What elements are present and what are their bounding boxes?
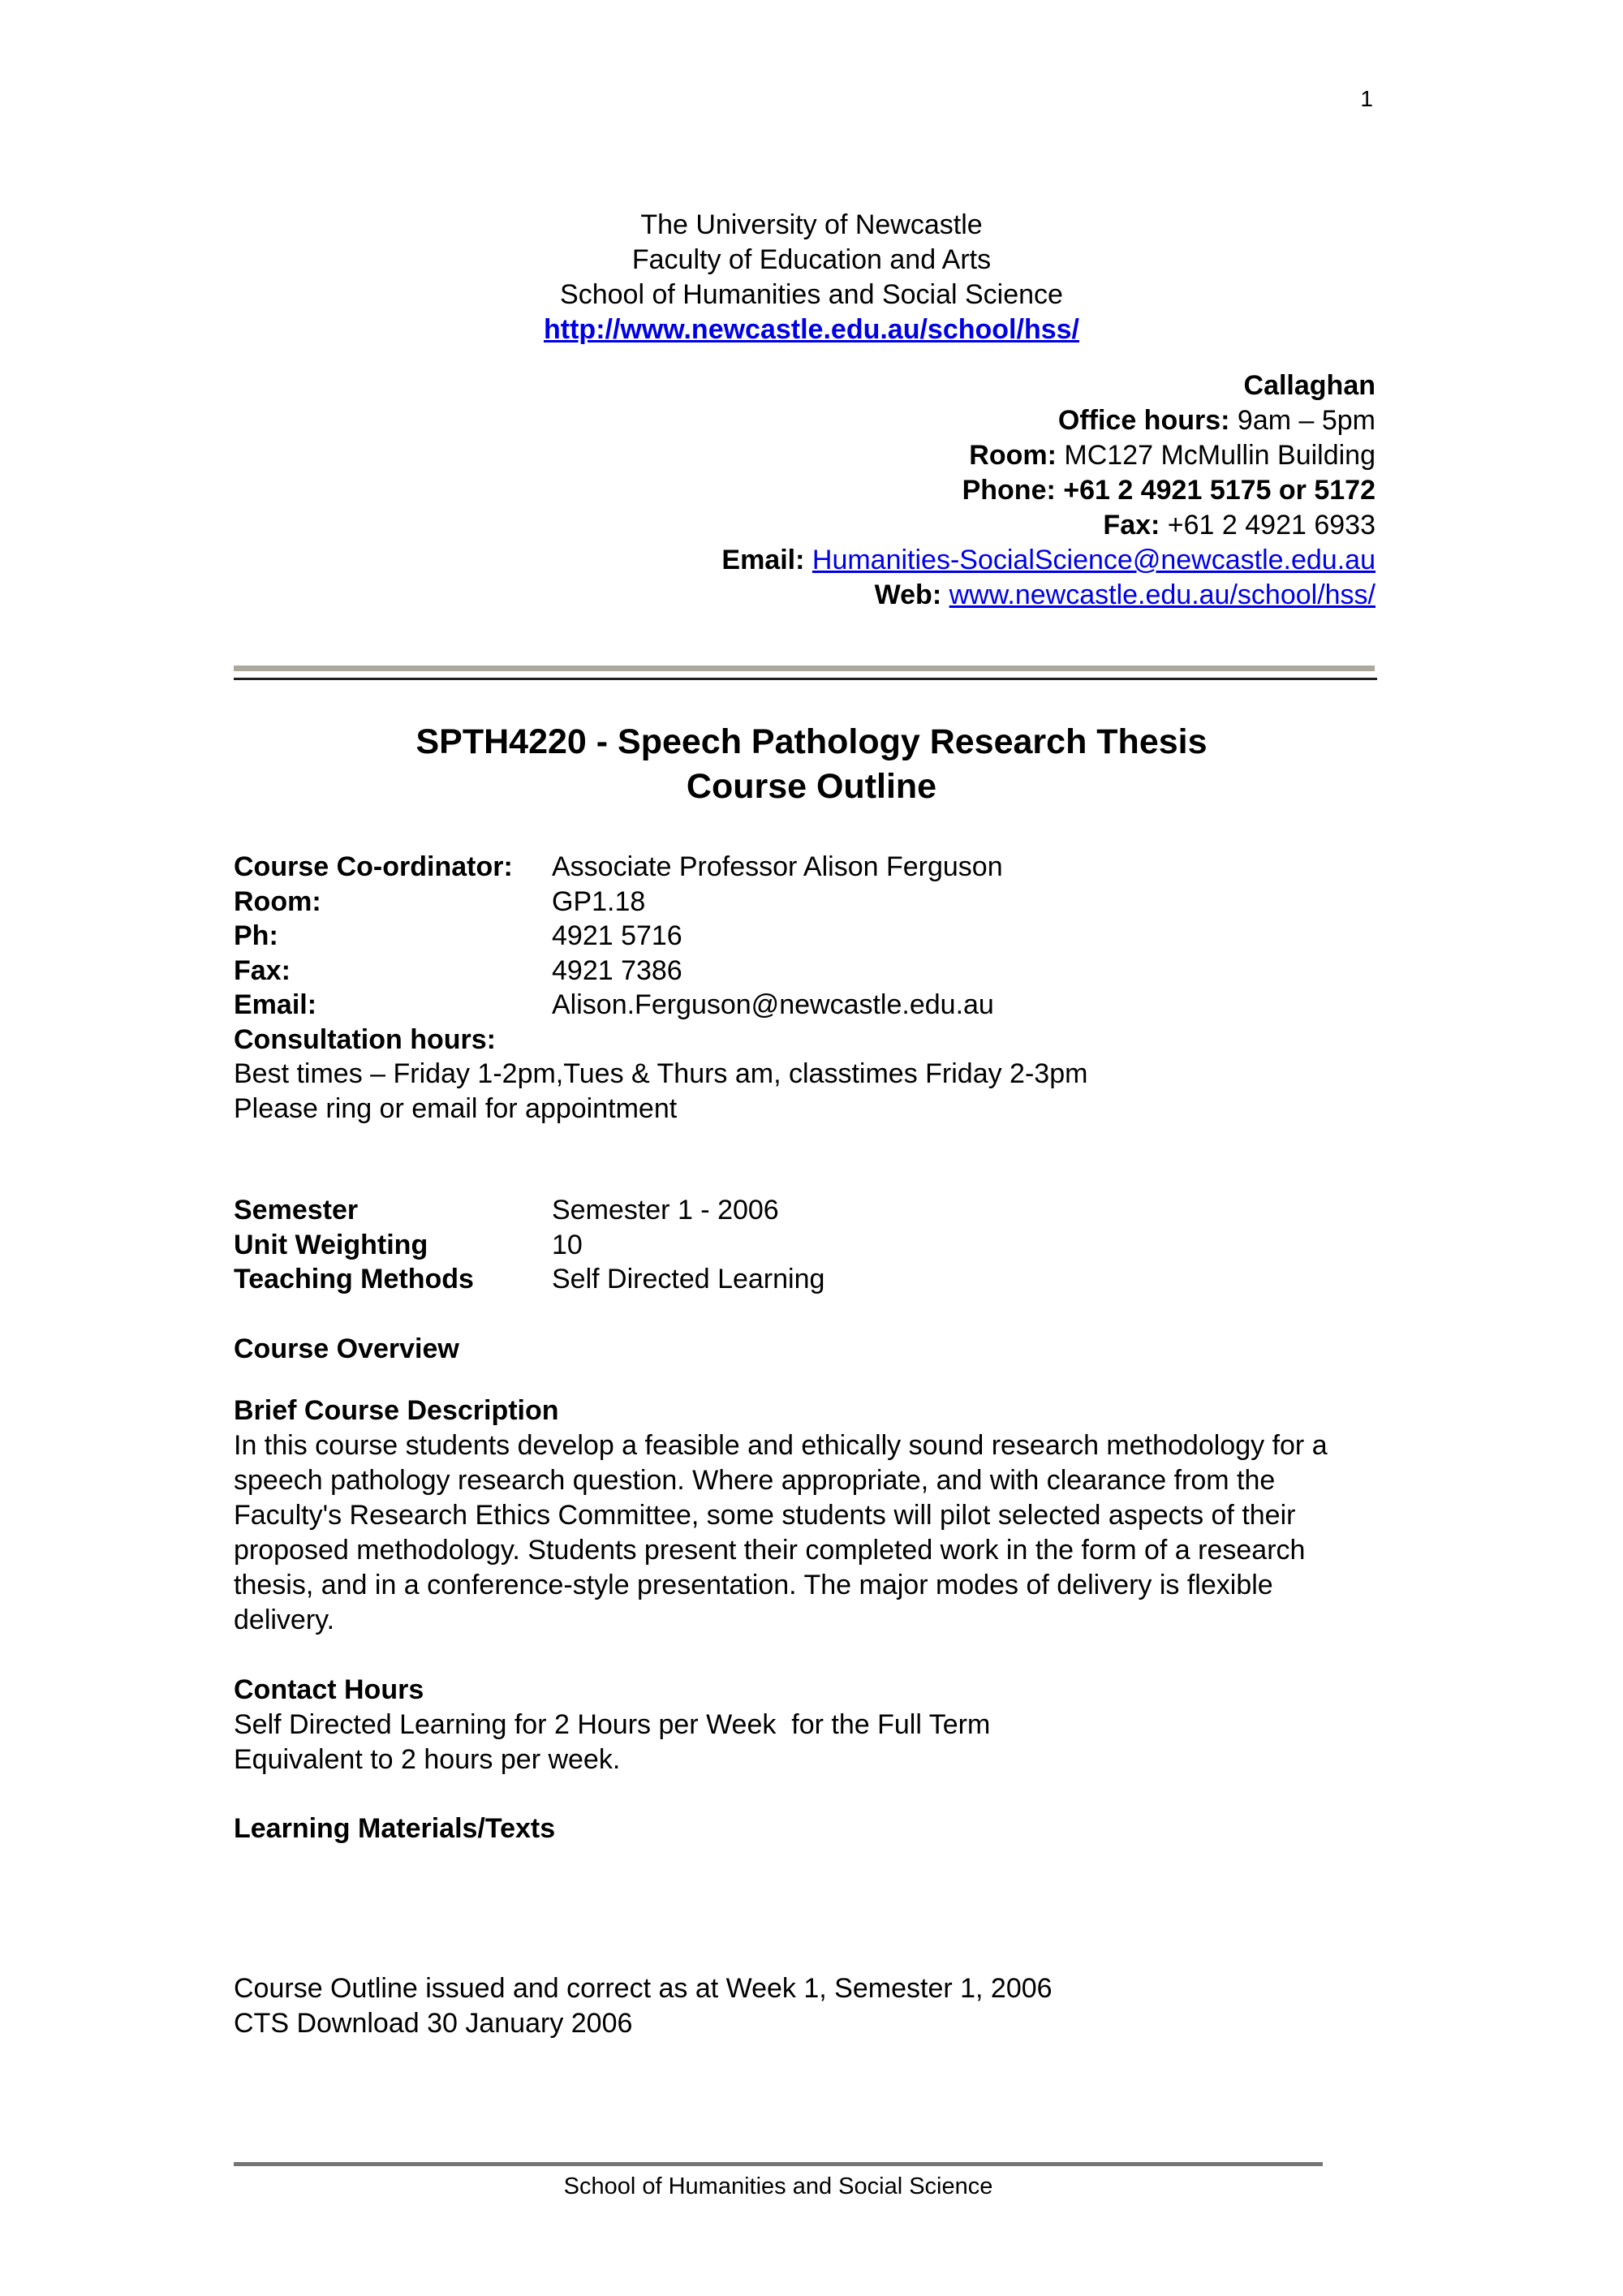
semester-label: Semester: [234, 1195, 359, 1226]
coordinator-email-row: [234, 988, 1375, 1023]
coordinator-fax-label: Fax:: [234, 954, 291, 986]
coordinator-email-label: Email:: [234, 989, 317, 1020]
email-label: Email:: [721, 545, 805, 575]
footer-school-name: School of Humanities and Social Science: [563, 2173, 993, 2199]
issue-note-line1: Course Outline issued and correct as at Week 1, Semester 1, 2006: [234, 1973, 1053, 2004]
issue-note-line2: CTS Download 30 January 2006: [234, 2008, 633, 2039]
semester-row: [234, 1193, 1375, 1228]
fax-label: Fax:: [1103, 510, 1160, 541]
office-hours-value: 9am – 5pm: [1237, 405, 1375, 436]
teaching-methods-row: [234, 1262, 1375, 1297]
fax-line: [234, 508, 1375, 543]
contact-hours-line2: Equivalent to 2 hours per week.: [234, 1744, 621, 1775]
course-details-block: [234, 1193, 1375, 1297]
room-label: Room:: [969, 440, 1057, 471]
contact-hours-line1: Self Directed Learning for 2 Hours per Week for the Full Term: [234, 1709, 991, 1740]
coordinator-room-row: [234, 885, 1375, 920]
coordinator-fax-row: [234, 954, 1375, 989]
faculty-name: Faculty of Education and Arts: [631, 244, 992, 275]
room-value: MC127 McMullin Building: [1064, 440, 1375, 471]
course-title: [0, 720, 1623, 809]
phone-line: [234, 473, 1375, 508]
unit-weighting-value: 10: [552, 1229, 583, 1260]
learning-materials-heading: Learning Materials/Texts: [234, 1813, 556, 1844]
teaching-methods-label: Teaching Methods: [234, 1264, 474, 1294]
coordinator-phone-row: [234, 919, 1375, 954]
course-title-line2: Course Outline: [686, 767, 937, 806]
consultation-appointment-note: Please ring or email for appointment: [234, 1092, 678, 1124]
coordinator-block: [234, 850, 1375, 1126]
page-number: 1: [1360, 86, 1373, 111]
contact-hours-heading: Contact Hours: [234, 1674, 424, 1705]
semester-value: Semester 1 - 2006: [552, 1195, 779, 1226]
brief-description-body: In this course students develop a feasible and ethically sound research methodology for a speech pathology research question. Where appropriate, and with clearance from the Faculty's Research Ethics Committee, some students will pilot selected aspects of their proposed methodology. Students present their completed work in the form of a research thesis, and in a conference-style presentation. The major modes of delivery is flexible delivery.: [234, 1430, 1328, 1635]
school-web-link[interactable]: www.newcastle.edu.au/school/hss/: [949, 579, 1375, 610]
coordinator-room-label: Room:: [234, 885, 321, 917]
university-header: [0, 208, 1623, 347]
office-hours-label: Office hours:: [1057, 405, 1230, 436]
fax-value: +61 2 4921 6933: [1167, 510, 1375, 541]
coordinator-value: Associate Professor Alison Ferguson: [552, 851, 1003, 882]
web-label: Web:: [874, 579, 942, 610]
brief-description-heading: Brief Course Description: [234, 1395, 559, 1426]
consultation-hours-heading: Consultation hours:: [234, 1023, 496, 1055]
issue-note-block: [234, 1971, 1375, 2041]
course-overview-heading: Course Overview: [234, 1333, 459, 1364]
campus-contact-block: [234, 368, 1375, 613]
header-rule-thick: [234, 666, 1375, 671]
campus-name: Callaghan: [1243, 370, 1375, 401]
coordinator-label: Course Co-ordinator:: [234, 851, 513, 882]
footer-rule: [234, 2162, 1323, 2166]
office-hours-line: [234, 403, 1375, 438]
course-title-line1: SPTH4220 - Speech Pathology Research Thesis: [415, 722, 1208, 761]
email-line: [234, 543, 1375, 578]
school-email-link[interactable]: Humanities-SocialScience@newcastle.edu.au: [812, 545, 1375, 575]
coordinator-row: [234, 850, 1375, 885]
coordinator-room-value: GP1.18: [552, 885, 646, 917]
contact-hours-body: [234, 1708, 1375, 1777]
school-url-line: [0, 312, 1623, 347]
unit-weighting-row: [234, 1228, 1375, 1263]
coordinator-email-value: Alison.Ferguson@newcastle.edu.au: [552, 989, 994, 1020]
phone-label: Phone:: [962, 475, 1056, 506]
coordinator-fax-value: 4921 7386: [552, 954, 682, 986]
coordinator-phone-label: Ph:: [234, 920, 278, 951]
room-line: [234, 438, 1375, 473]
teaching-methods-value: Self Directed Learning: [552, 1264, 825, 1294]
unit-weighting-label: Unit Weighting: [234, 1229, 428, 1260]
coordinator-phone-value: 4921 5716: [552, 920, 682, 951]
header-rule-thin: [234, 678, 1377, 680]
school-name: School of Humanities and Social Science: [560, 279, 1063, 310]
university-name: The University of Newcastle: [640, 209, 983, 240]
web-line: [234, 578, 1375, 613]
school-url-link[interactable]: http://www.newcastle.edu.au/school/hss/: [544, 314, 1079, 345]
phone-value: +61 2 4921 5175 or 5172: [1063, 475, 1375, 506]
consultation-best-times: Best times – Friday 1-2pm,Tues & Thurs am, classtimes Friday 2-3pm: [234, 1058, 1088, 1089]
